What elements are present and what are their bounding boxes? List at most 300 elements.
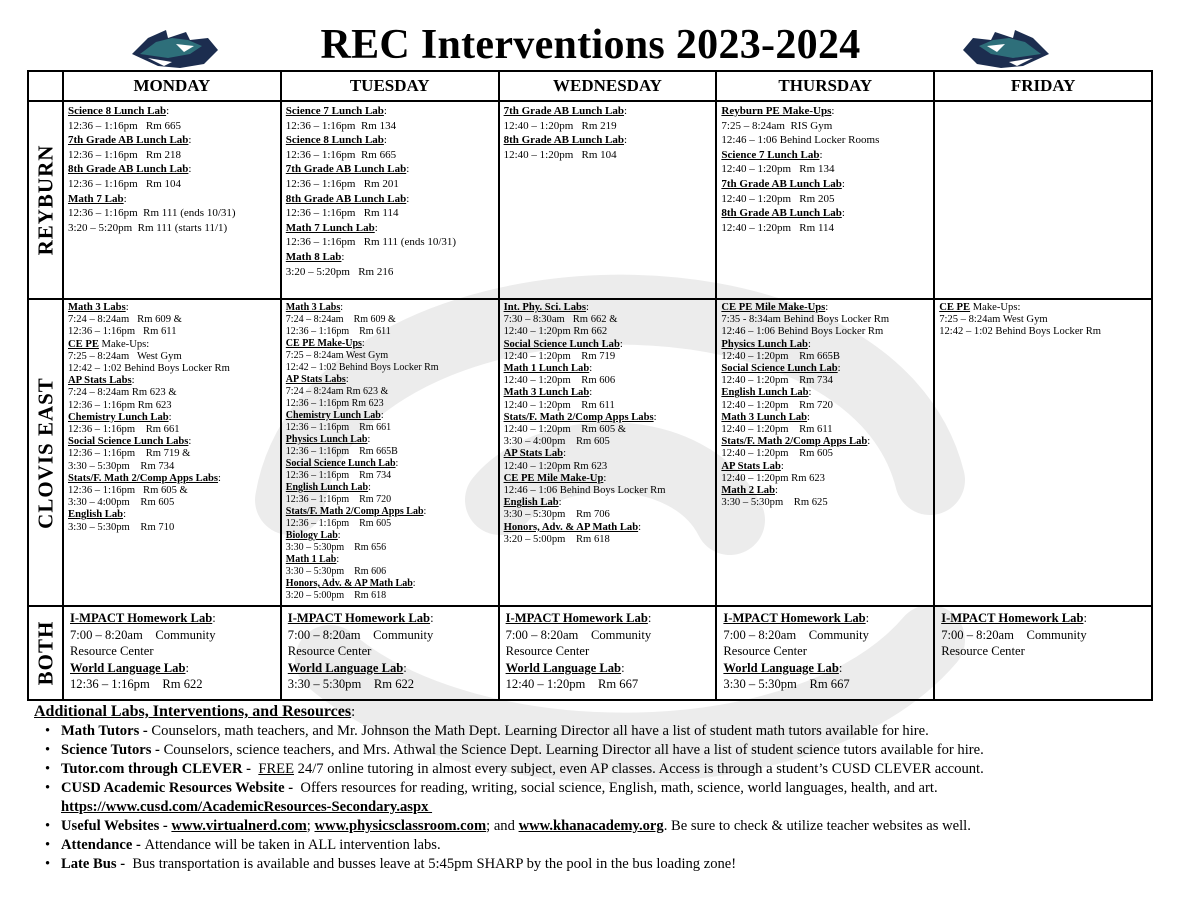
lab-name-suffix: :: [865, 611, 870, 625]
lab-name: AP Stats Labs: [285, 374, 346, 385]
school-label-cell: [28, 101, 63, 299]
lab-name: Math 1 Lab: [285, 554, 337, 565]
lab-time: 12:36 – 1:16pm Rm 605 &: [68, 485, 188, 497]
lab-name-suffix: :: [837, 363, 841, 375]
lab-name: I-MPACT Homework Lab: [723, 611, 866, 625]
lab-time: 12:36 – 1:16pm Rm 734: [285, 470, 392, 481]
lab-name-suffix: :: [395, 458, 399, 469]
resource-item: [61, 836, 1174, 855]
lab-name-suffix: :: [589, 363, 593, 375]
lab-time: 12:36 – 1:16pm Rm 134: [285, 119, 397, 132]
resource-item: [61, 817, 1174, 836]
lab-heading: [286, 162, 494, 177]
lab-heading: [504, 339, 712, 351]
lab-name-suffix: :: [653, 411, 657, 423]
resource-text: 24/7 online tutoring in almost every subject, even AP classes. Access is through a student’s CUSD CLEVER account.: [294, 761, 984, 777]
resources-title: Additional Labs, Interventions, and Resources: [34, 703, 352, 720]
resource-item: [61, 741, 1174, 760]
lab-name-suffix: :: [212, 611, 216, 625]
lab-name-suffix: :: [412, 578, 416, 589]
lab-time: 12:36 – 1:16pm Rm 661: [285, 422, 392, 433]
lab-name-suffix: :: [125, 302, 129, 313]
lab-heading: [721, 363, 929, 375]
lab-time: 7:00 – 8:20am Community: [505, 627, 652, 642]
day-header-friday: FRIDAY: [934, 71, 1152, 101]
lab-time: 7:00 – 8:20am Community: [287, 627, 434, 642]
lab-time: 7:24 – 8:24am Rm 609 &: [68, 314, 182, 326]
lab-heading: [504, 522, 712, 534]
lab-time: 12:40 – 1:20pm Rm 623: [721, 472, 825, 484]
lab-name: CE PE Mile Make-Up: [503, 472, 604, 484]
resource-text: Counselors, science teachers, and Mrs. Athwal the Science Dept. Learning Director all have a list of student science tutors available for hire.: [163, 742, 984, 758]
lab-time: Resource Center: [941, 644, 1025, 659]
lab-name-suffix: :: [825, 302, 829, 313]
resource-link[interactable]: www.physicsclassroom.com: [314, 818, 487, 834]
lab-time: 7:24 – 8:24am Rm 609 &: [285, 314, 396, 325]
resource-item: [61, 722, 1174, 741]
lab-heading: [286, 133, 494, 148]
resource-label: Tutor.com through CLEVER -: [61, 761, 259, 777]
lab-name: CE PE Make-Ups: [285, 338, 362, 349]
lab-heading: [286, 554, 494, 566]
lab-name: Math 8 Lab: [285, 250, 342, 263]
lab-time: 7:00 – 8:20am Community: [723, 627, 869, 642]
lab-name-suffix: :: [586, 302, 589, 313]
lab-name-suffix: :: [624, 105, 628, 117]
schedule-cell: [63, 299, 281, 606]
lab-name: 8th Grade AB Lunch Lab: [503, 134, 625, 147]
lab-heading: [504, 104, 712, 119]
lab-name-suffix: :: [341, 250, 345, 263]
lab-time: 12:36 – 1:16pm Rm 719 &: [68, 448, 191, 460]
lab-name: Honors, Adv. & AP Math Lab: [285, 578, 413, 589]
lab-name: Int. Phy. Sci. Labs: [503, 302, 587, 313]
schedule-cell: [63, 101, 281, 299]
lab-name: AP Stats Labs: [68, 375, 132, 387]
lab-heading: [723, 610, 929, 627]
lab-name-suffix: :: [367, 434, 371, 445]
lab-time: 12:40 – 1:20pm Rm 662: [503, 326, 608, 338]
schedule-cell: [934, 606, 1152, 700]
lab-time: 7:30 – 8:30am Rm 662 &: [503, 314, 618, 326]
school-label: CLOVIS EAST: [33, 376, 57, 529]
schedule-cell: [716, 101, 934, 299]
lab-name: Math 1 Lunch Lab: [503, 363, 590, 375]
resources-section: [34, 702, 1174, 874]
lab-time: 12:36 – 1:16pm Rm 661: [68, 424, 180, 436]
lab-heading: [504, 387, 712, 399]
lab-name-suffix: :: [619, 338, 623, 350]
lab-name: AP Stats Lab: [503, 448, 564, 460]
lab-name-suffix: :: [867, 436, 871, 448]
lab-name-suffix: :: [780, 460, 784, 472]
resources-heading: Additional Labs, Interventions, and Resources:: [34, 703, 356, 720]
lab-name: 7th Grade AB Lunch Lab: [285, 163, 407, 176]
lab-time: 7:25 – 8:24am RIS Gym: [721, 119, 833, 132]
lab-heading: [68, 133, 276, 148]
lab-name: Chemistry Lunch Lab: [68, 411, 169, 423]
lab-name-suffix: :: [624, 134, 628, 147]
lab-name: I-MPACT Homework Lab: [287, 611, 431, 625]
lab-heading: [506, 660, 712, 677]
lab-time: 12:36 – 1:16pm Rm 665B: [285, 446, 398, 457]
lab-name-suffix: :: [774, 485, 778, 497]
lab-time: 3:30 – 5:30pm Rm 606: [285, 566, 387, 577]
lab-time: 12:40 – 1:20pm Rm 667: [505, 677, 639, 692]
lab-name: English Lunch Lab: [721, 387, 809, 399]
lab-name-suffix: :: [383, 134, 387, 147]
lab-name: World Language Lab: [723, 660, 839, 675]
lab-name-suffix: :: [123, 192, 127, 205]
lab-heading: [68, 192, 276, 207]
lab-heading: [68, 509, 276, 521]
school-label: REYBURN: [33, 144, 57, 256]
lab-name-suffix: :: [403, 660, 407, 675]
page-title: REC Interventions 2023-2024: [320, 22, 861, 68]
lab-time: 12:40 – 1:20pm Rm 104: [503, 148, 617, 161]
lab-name-suffix: :: [563, 448, 567, 460]
lab-time: 7:00 – 8:20am Community: [70, 627, 216, 642]
lab-name: Science 7 Lunch Lab: [285, 105, 384, 117]
lab-heading: [721, 177, 929, 192]
lab-heading: [286, 338, 494, 350]
lab-name: Science 8 Lunch Lab: [68, 105, 167, 117]
lab-time: 12:36 – 1:16pm Rm 611: [285, 326, 391, 337]
lab-name-suffix: :: [430, 611, 434, 625]
lab-heading: [721, 302, 929, 314]
lab-name: World Language Lab: [70, 660, 186, 675]
lab-name: Honors, Adv. & AP Math Lab: [503, 521, 639, 533]
lab-name: Physics Lunch Lab: [285, 434, 368, 445]
lab-time: 3:30 – 5:30pm Rm 734: [68, 460, 175, 472]
lab-heading: [721, 485, 929, 497]
lab-time: 12:36 – 1:16pm Rm 665: [285, 148, 397, 161]
lab-name: 8th Grade AB Lunch Lab: [68, 163, 189, 176]
lab-name: Math 3 Labs: [68, 302, 126, 313]
lab-name-suffix: :: [647, 611, 652, 625]
lab-name-suffix: :: [131, 375, 135, 387]
lab-heading: [504, 133, 712, 148]
resource-link[interactable]: www.khanacademy.org: [518, 818, 664, 834]
resource-label: Science Tutors -: [61, 742, 164, 758]
lab-time: 12:40 – 1:20pm Rm 606: [503, 375, 616, 387]
lab-heading: [68, 302, 276, 314]
schedule-cell: [281, 101, 499, 299]
lab-time: 7:25 – 8:24am West Gym: [939, 314, 1048, 326]
lab-name-suffix: :: [1083, 611, 1087, 625]
lab-heading: [68, 162, 276, 177]
lab-heading: [504, 302, 712, 314]
lab-name: 7th Grade AB Lunch Lab: [503, 105, 625, 117]
lab-name: Math 3 Lunch Lab: [503, 387, 590, 399]
lab-time: 3:20 – 5:00pm Rm 618: [503, 533, 610, 545]
lab-heading: [286, 374, 494, 386]
lab-time: 7:00 – 8:20am Community: [941, 627, 1087, 642]
resources-list: [34, 722, 1174, 874]
school-label-cell: [28, 606, 63, 700]
lab-time: 12:40 – 1:20pm Rm 720: [721, 399, 833, 411]
schedule-cell: [934, 299, 1152, 606]
lab-name: Chemistry Lunch Lab: [285, 410, 381, 421]
schedule-cell: [499, 606, 717, 700]
lab-time: 7:24 – 8:24am Rm 623 &: [68, 387, 177, 399]
resource-text: Counselors, math teachers, and Mr. Johnson the Math Dept. Learning Director all have a list of student math tutors available for hire.: [151, 723, 929, 739]
lab-name-suffix: :: [340, 302, 344, 313]
lab-time: Resource Center: [723, 644, 807, 659]
day-header-thursday: THURSDAY: [716, 71, 934, 101]
lab-heading: [504, 497, 712, 509]
lab-heading: [286, 302, 494, 314]
lab-time: 3:30 – 5:30pm Rm 622: [287, 677, 415, 692]
lab-name: World Language Lab: [287, 660, 404, 675]
lab-name-suffix: :: [589, 387, 593, 399]
resource-text: Bus transportation is available and busses leave at 5:45pm SHARP by the pool in the bus loading zone!: [132, 856, 737, 872]
lab-heading: [286, 482, 494, 494]
lab-name: English Lab: [68, 509, 124, 521]
lab-time: 12:36 – 1:16pm Rm 720: [285, 494, 392, 505]
lab-name-suffix: :: [336, 554, 340, 565]
lab-name-suffix: :: [123, 509, 127, 521]
school-label-cell: [28, 299, 63, 606]
lab-name: Reyburn PE Make-Ups: [721, 105, 832, 117]
lab-name-suffix: :: [188, 163, 192, 176]
lab-time: 12:40 – 1:20pm Rm 611: [721, 424, 833, 436]
lab-name: Math 3 Lunch Lab: [721, 411, 808, 423]
lab-time: 12:40 – 1:20pm Rm 134: [721, 163, 835, 176]
lab-name: Math 2 Lab: [721, 485, 775, 497]
lab-time: 12:46 – 1:06 Behind Boys Locker Rm: [503, 485, 666, 497]
lab-time: 7:35 - 8:34am Behind Boys Locker Rm: [721, 314, 890, 326]
lab-time: Resource Center: [70, 644, 154, 659]
day-header-row: [28, 71, 1152, 101]
resource-text: ; and: [486, 818, 519, 834]
lab-name-suffix: :: [807, 411, 810, 423]
lab-time: 12:36 – 1:16pm Rm 611: [68, 326, 177, 338]
lab-name-suffix: :: [819, 148, 823, 161]
lab-time: 12:42 – 1:02 Behind Boys Locker Rm: [939, 326, 1102, 338]
resource-label: Useful Websites -: [61, 818, 172, 834]
lab-name-suffix: :: [345, 374, 349, 385]
lab-time: 12:40 – 1:20pm Rm 719: [503, 350, 616, 362]
lab-heading: [721, 436, 929, 448]
lab-name-suffix: :: [185, 660, 189, 675]
lab-name: Biology Lab: [285, 530, 338, 541]
lab-name-suffix: :: [218, 472, 221, 484]
lab-name: 7th Grade AB Lunch Lab: [721, 177, 842, 190]
resource-text: Offers resources for reading, writing, social science, English, math, science, world languages, health, and art.: [300, 780, 938, 796]
lab-heading: [70, 610, 276, 627]
lab-name-suffix: :: [838, 660, 843, 675]
lab-time: 12:40 – 1:20pm Rm 734: [721, 375, 833, 387]
lab-name: Social Science Lunch Lab: [285, 458, 396, 469]
lab-time: 3:30 – 4:00pm Rm 605: [503, 436, 610, 448]
resource-label: CUSD Academic Resources Website -: [61, 780, 301, 796]
lab-name: Stats/F. Math 2/Comp Apps Labs: [68, 472, 219, 484]
lab-heading: [504, 363, 712, 375]
lab-name-suffix: :: [383, 105, 387, 117]
lab-name: AP Stats Lab: [721, 460, 781, 472]
lab-time: 12:42 – 1:02 Behind Boys Locker Rm: [68, 363, 230, 375]
resource-item: [61, 779, 1174, 817]
lab-heading: [68, 375, 276, 387]
lab-heading: [286, 250, 494, 265]
resource-link[interactable]: https://www.cusd.com/AcademicResources-Secondary.aspx: [61, 799, 433, 815]
schedule-table: [27, 70, 1153, 701]
lab-name-suffix: :: [168, 411, 172, 423]
lab-time: 12:36 – 1:16pm Rm 201: [285, 177, 399, 190]
schedule-cell: [934, 101, 1152, 299]
lab-time: 7:24 – 8:24am Rm 623 &: [285, 386, 389, 397]
school-row-reyburn: [28, 101, 1152, 299]
lab-time: 7:25 – 8:24am West Gym: [68, 350, 182, 362]
lab-heading: [721, 412, 929, 424]
lab-heading: [286, 578, 494, 590]
lab-time: 12:36 – 1:16pm Rm 605: [285, 518, 392, 529]
resource-item: [61, 760, 1174, 779]
lab-heading: [504, 412, 712, 424]
lab-time: 3:30 – 5:30pm Rm 706: [503, 509, 610, 521]
resource-label: Attendance -: [61, 837, 145, 853]
corner-cell: [28, 71, 63, 101]
lab-name-suffix: :: [337, 530, 341, 541]
lab-name: CE PE Mile Make-Ups: [721, 302, 826, 313]
lab-time: 12:36 – 1:16pm Rm 114: [285, 207, 399, 220]
lab-time: 3:20 – 5:20pm Rm 216: [285, 265, 394, 278]
lab-time: 12:36 – 1:16pm Rm 623: [68, 399, 172, 411]
lab-name-suffix: :: [406, 163, 410, 176]
schedule-cell: [281, 299, 499, 606]
resource-link[interactable]: www.virtualnerd.com: [171, 818, 307, 834]
lab-name: Physics Lunch Lab: [721, 338, 808, 350]
lab-heading: [288, 610, 494, 627]
lab-name: I-MPACT Homework Lab: [941, 611, 1084, 625]
lab-name: Social Science Lunch Lab: [721, 363, 838, 375]
lab-name: CE PE: [68, 338, 99, 350]
day-header-tuesday: TUESDAY: [281, 71, 499, 101]
resource-label: Late Bus -: [61, 856, 133, 872]
lab-heading: [68, 412, 276, 424]
lab-name-suffix: :: [368, 482, 371, 493]
lab-heading: [723, 660, 929, 677]
lab-name: Math 3 Labs: [285, 302, 341, 313]
lab-heading: [68, 104, 276, 119]
schedule-cell: [499, 101, 717, 299]
lab-name-suffix: :: [166, 105, 170, 117]
lab-name: 7th Grade AB Lunch Lab: [68, 134, 189, 147]
lab-name-suffix: :: [603, 472, 607, 484]
lab-heading: [68, 473, 276, 485]
lab-time: 7:25 – 8:24am West Gym: [285, 350, 389, 361]
lab-name: Stats/F. Math 2/Comp Apps Lab: [721, 436, 868, 448]
schedule-cell: [499, 299, 717, 606]
lab-name: I-MPACT Homework Lab: [70, 611, 213, 625]
lab-name-suffix: :: [380, 410, 384, 421]
lab-name: Math 7 Lunch Lab: [285, 221, 375, 234]
lab-name: Science 8 Lunch Lab: [285, 134, 384, 147]
lab-time: 12:36 – 1:16pm Rm 622: [70, 677, 203, 692]
lab-heading: [504, 473, 712, 485]
lab-time: 12:40 – 1:20pm Rm 623: [503, 460, 608, 472]
school-row-both: [28, 606, 1152, 700]
lab-time: Resource Center: [505, 644, 590, 659]
lab-heading: [286, 192, 494, 207]
lab-time: 12:40 – 1:20pm Rm 219: [503, 119, 617, 132]
lab-name-suffix: :: [406, 192, 410, 205]
lab-time: Resource Center: [287, 644, 372, 659]
lab-name: English Lab: [503, 497, 559, 509]
lab-time: 12:40 – 1:20pm Rm 605: [721, 448, 833, 460]
lab-name: Math 7 Lab: [68, 192, 124, 205]
school-label: BOTH: [33, 620, 57, 686]
resource-text: . Be sure to check & utilize teacher websites as well.: [663, 818, 971, 834]
lab-heading: [68, 339, 276, 351]
lab-time: 12:46 – 1:06 Behind Boys Locker Rm: [721, 326, 884, 338]
lab-name-suffix: :: [374, 221, 378, 234]
lab-heading: [504, 448, 712, 460]
school-row-clovis-east: [28, 299, 1152, 606]
lab-name-suffix: :: [621, 660, 625, 675]
schedule-cell: [716, 606, 934, 700]
lab-name-suffix: :: [841, 207, 845, 220]
lab-heading: [70, 660, 276, 677]
resource-text: Attendance will be taken in ALL intervention labs.: [144, 837, 441, 853]
lab-heading: [286, 410, 494, 422]
lab-name-suffix: Make-Ups:: [98, 338, 150, 350]
lab-heading: [286, 104, 494, 119]
lab-name: Stats/F. Math 2/Comp Apps Labs: [503, 411, 654, 423]
lab-name: Science 7 Lunch Lab: [721, 148, 820, 161]
lab-heading: [286, 458, 494, 470]
lab-time: 3:20 – 5:20pm Rm 111 (starts 11/1): [68, 221, 228, 234]
lab-time: 12:36 – 1:16pm Rm 104: [68, 177, 182, 190]
schedule-cell: [716, 299, 934, 606]
lab-time: 3:30 – 5:30pm Rm 710: [68, 521, 175, 533]
lab-heading: [721, 104, 929, 119]
lab-time: 12:36 – 1:16pm Rm 218: [68, 148, 182, 161]
lab-heading: [721, 387, 929, 399]
lab-heading: [721, 148, 929, 163]
lab-name-suffix: :: [188, 436, 192, 448]
day-header-wednesday: WEDNESDAY: [499, 71, 717, 101]
lab-time: 12:36 – 1:16pm Rm 623: [285, 398, 384, 409]
lab-name-suffix: Make-Ups:: [970, 302, 1021, 313]
lab-time: 12:36 – 1:16pm Rm 665: [68, 119, 182, 132]
schedule-cell: [281, 606, 499, 700]
lab-time: 12:42 – 1:02 Behind Boys Locker Rm: [285, 362, 439, 373]
day-header-monday: MONDAY: [63, 71, 281, 101]
lab-heading: [286, 221, 494, 236]
lab-heading: [286, 434, 494, 446]
lab-heading: [721, 206, 929, 221]
lab-time: 12:40 – 1:20pm Rm 665B: [721, 350, 840, 362]
resource-emphasis: FREE: [258, 761, 295, 777]
lab-heading: [939, 302, 1147, 314]
lab-time: 12:40 – 1:20pm Rm 611: [503, 399, 615, 411]
resource-item: [61, 855, 1174, 874]
lab-heading: [68, 436, 276, 448]
lab-name: I-MPACT Homework Lab: [505, 611, 648, 625]
resource-label: Math Tutors -: [61, 723, 152, 739]
lab-time: 12:40 – 1:20pm Rm 605 &: [503, 424, 627, 436]
lab-name-suffix: :: [188, 134, 192, 147]
lab-name-suffix: :: [361, 338, 365, 349]
lab-name: English Lunch Lab: [285, 482, 369, 493]
schedule-cell: [63, 606, 281, 700]
lab-heading: [288, 660, 494, 677]
lab-name-suffix: :: [808, 387, 812, 399]
lab-time: 12:40 – 1:20pm Rm 205: [721, 192, 835, 205]
lab-name: Social Science Lunch Lab: [503, 338, 620, 350]
